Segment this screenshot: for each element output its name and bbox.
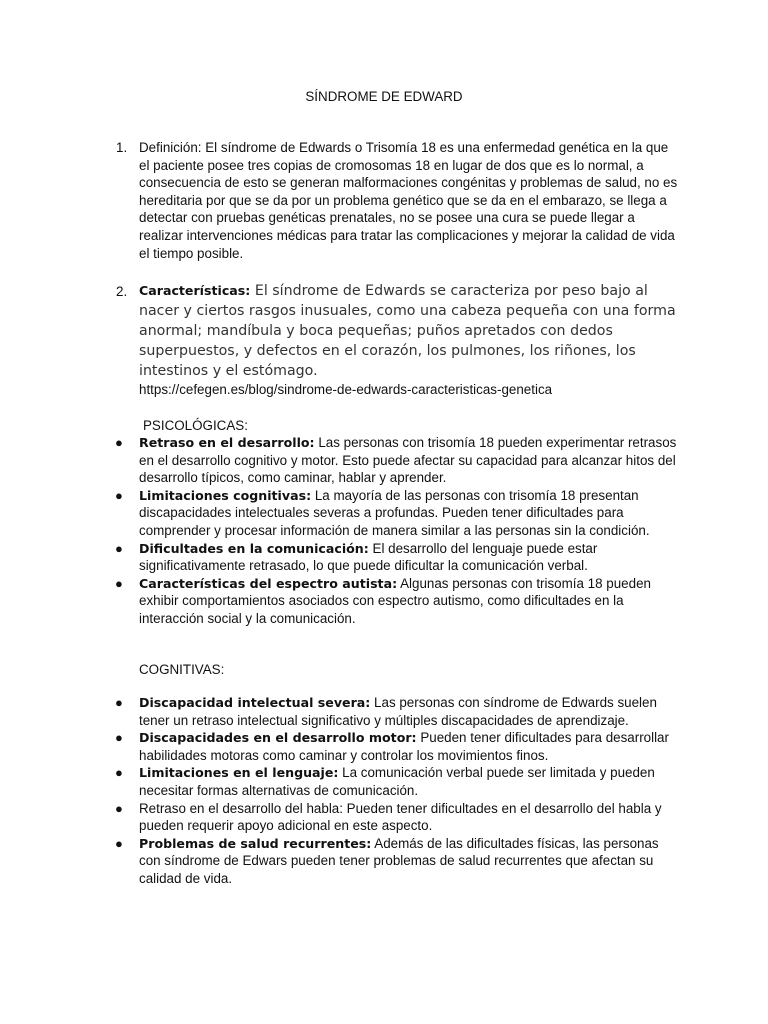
bullet-icon: ●: [115, 540, 123, 556]
characteristics-text: El síndrome de Edwards se caracteriza por peso bajo al nacer y ciertos rasgos inusuales, como una cabeza pequeña con una forma anormal; mandíbula y boca pequeñas; puños apretados con dedos superpuestos, y defectos en el corazón, los pulmones, los riñones, los intestinos y el estómago.: [139, 283, 676, 379]
list-item: [115, 434, 679, 487]
cognitivas-heading: COGNITIVAS:: [139, 662, 225, 677]
item-number: 1.: [116, 140, 128, 155]
item-text: Pueden tener dificultades para desarrollar habilidades motoras como caminar y controlar los movimientos finos.: [139, 730, 669, 763]
item-text: La comunicación verbal puede ser limitada y pueden necesitar formas alternativas de comunicación.: [139, 765, 655, 798]
cognitivas-list: [115, 694, 679, 888]
page-title: SÍNDROME DE EDWARD: [305, 89, 463, 104]
list-item: [115, 487, 679, 540]
bullet-icon: ●: [115, 730, 123, 746]
item-label: Discapacidad intelectual severa:: [139, 695, 371, 710]
list-item: [115, 575, 679, 628]
list-item: [115, 835, 679, 888]
item-text: Retraso en el desarrollo del habla: Pueden tener dificultades en el desarrollo del habla y pueden requerir apoyo adicional en este aspecto.: [139, 800, 662, 834]
item-label: Limitaciones cognitivas:: [139, 487, 312, 503]
source-url: https://cefegen.es/blog/sindrome-de-edwards-caracteristicas-genetica: [139, 382, 553, 397]
list-item: [115, 540, 679, 575]
characteristics-item: [116, 281, 679, 399]
item-text: Además de las dificultades físicas, las personas con síndrome de Edwars pueden tener problemas de salud recurrentes que afectan su calidad de vida.: [139, 835, 659, 886]
item-text: La mayoría de las personas con trisomía 18 presentan discapacidades intelectuales severas a profundas. Pueden tener dificultades para comprender y procesar información de manera similar a las personas sin la condición.: [139, 487, 650, 538]
item-label: Problemas de salud recurrentes:: [139, 835, 372, 851]
bullet-icon: ●: [115, 487, 123, 503]
list-item: [115, 729, 679, 764]
characteristics-label: Características:: [139, 283, 251, 298]
item-text: Algunas personas con trisomía 18 pueden exhibir comportamientos asociados con espectro autismo, como dificultades en la interacción social y la comunicación.: [139, 575, 651, 626]
item-label: Retraso en el desarrollo:: [139, 435, 315, 450]
list-item: [115, 764, 679, 799]
psicologicas-list: [115, 434, 679, 628]
definition-item: [116, 139, 679, 262]
item-text: Las personas con síndrome de Edwards suelen tener un retraso intelectual significativo y múltiples discapacidades de aprendizaje.: [139, 695, 657, 728]
bullet-icon: ●: [115, 765, 123, 781]
list-item: [115, 694, 679, 729]
item-text: Las personas con trisomía 18 pueden experimentar retrasos en el desarrollo cognitivo y motor. Esto puede afectar su capacidad para alcanzar hitos del desarrollo típicos, como caminar, hablar y aprender.: [139, 435, 677, 486]
list-item: [115, 800, 679, 835]
item-text: El desarrollo del lenguaje puede estar significativamente retrasado, lo que puede dificultar la comunicación verbal.: [139, 540, 598, 574]
item-label: Dificultades en la comunicación:: [139, 540, 369, 556]
item-label: Limitaciones en el lenguaje:: [139, 765, 339, 781]
bullet-icon: ●: [115, 575, 123, 591]
bullet-icon: ●: [115, 800, 123, 816]
bullet-icon: ●: [115, 835, 123, 851]
bullet-icon: ●: [115, 695, 123, 710]
definition-text: Definición: El síndrome de Edwards o Trisomía 18 es una enfermedad genética en la que el paciente posee tres copias de cromosomas 18 en lugar de dos que es lo normal, a consecuencia de esto se generan malformaciones congénitas y problemas de salud, no es hereditaria por que se da por un problema genético que se da en el embarazo, se llega a detectar con pruebas genéticas prenatales, no se posee una cura se puede llegar a realizar intervenciones médicas para tratar las complicaciones y mejorar la calidad de vida el tiempo posible.: [139, 140, 678, 261]
item-number: 2.: [116, 284, 128, 299]
psicologicas-heading: PSICOLÓGICAS:: [143, 418, 248, 433]
item-label: Características del espectro autista:: [139, 575, 398, 591]
bullet-icon: ●: [115, 435, 123, 450]
item-label: Discapacidades en el desarrollo motor:: [139, 730, 417, 746]
